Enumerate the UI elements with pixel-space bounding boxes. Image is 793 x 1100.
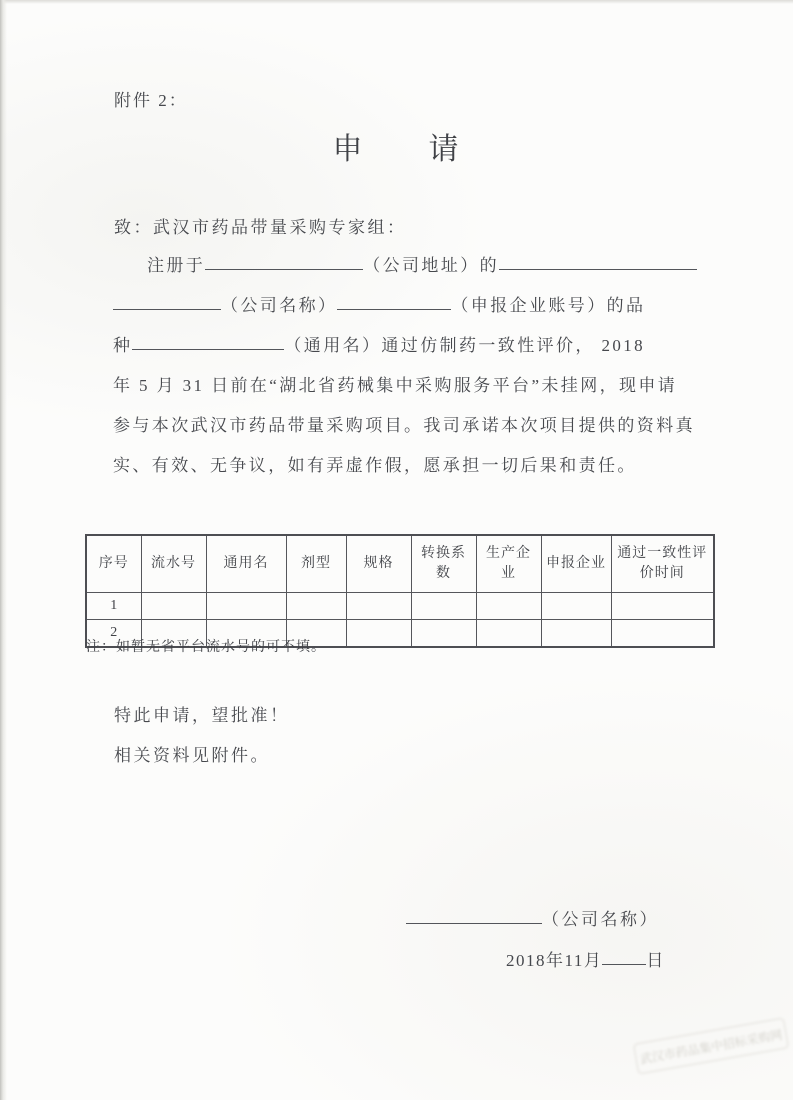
paragraph-line-6: 实、有效、无争议，如有弄虚作假，愿承担一切后果和责任。 <box>113 456 637 475</box>
closing-attachments-line: 相关资料见附件。 <box>114 746 270 765</box>
paragraph-line-5: 参与本次武汉市药品带量采购项目。我司承诺本次项目提供的资料真 <box>113 416 695 435</box>
document-title: 申 请 <box>332 133 461 166</box>
col-header-generic-name: 通用名 <box>206 535 286 593</box>
empty-cell <box>286 593 346 620</box>
empty-cell <box>541 620 611 648</box>
paragraph-line-1 <box>113 246 705 286</box>
salutation-line: 致：武汉市药品带量采购专家组： <box>114 218 407 237</box>
col-header-dosage-form: 剂型 <box>286 535 346 593</box>
col-header-specification: 规格 <box>346 535 411 593</box>
blank-generic-name <box>132 347 284 350</box>
paragraph-line-4: 年 5 月 31 日前在“湖北省药械集中采购服务平台”未挂网，现申请 <box>113 376 678 395</box>
blank-company-name-end <box>113 307 221 310</box>
empty-cell <box>411 593 476 620</box>
col-header-declaring-enterprise: 申报企业 <box>541 535 611 593</box>
empty-cell <box>476 620 541 648</box>
signature-company-label: （公司名称） <box>542 910 659 929</box>
blank-signature-company <box>406 921 542 924</box>
empty-cell <box>346 620 411 648</box>
table-header-row <box>86 535 714 593</box>
empty-cell <box>411 620 476 648</box>
text-account-label: （申报企业账号）的品 <box>451 296 646 315</box>
date-suffix: 日 <box>646 951 665 970</box>
paragraph-line-3 <box>113 326 705 366</box>
row-number-cell: 1 <box>86 593 141 620</box>
col-header-manufacturer: 生产企业 <box>476 535 541 593</box>
blank-date-day <box>602 962 646 965</box>
col-header-conversion-factor: 转换系数 <box>411 535 476 593</box>
empty-cell <box>611 620 714 648</box>
date-block <box>506 946 665 971</box>
blank-company-name-start <box>499 267 697 270</box>
paragraph-line-2 <box>113 286 705 326</box>
text-company-address-label: （公司地址）的 <box>363 256 500 275</box>
empty-cell <box>346 593 411 620</box>
text-variety: 种 <box>113 336 133 355</box>
row-number-cell: 2 <box>86 620 141 648</box>
date-prefix: 2018年11月 <box>506 951 603 970</box>
empty-cell <box>541 593 611 620</box>
col-header-serial-no: 序号 <box>86 535 141 593</box>
empty-cell <box>476 593 541 620</box>
text-company-name-label: （公司名称） <box>221 296 338 315</box>
empty-cell <box>206 593 286 620</box>
text-registered-at: 注册于 <box>147 256 206 275</box>
empty-cell <box>611 593 714 620</box>
col-header-flow-no: 流水号 <box>141 535 206 593</box>
product-declaration-table <box>85 534 715 648</box>
closing-request-line: 特此申请，望批准！ <box>114 706 290 725</box>
watermark-stamp: 武汉市药品集中招标采购网 <box>632 1017 789 1075</box>
blank-company-address <box>205 267 363 270</box>
table-footnote: 注：如暂无省平台流水号的可不填。 <box>86 640 326 655</box>
attachment-label: 附件 2： <box>114 91 188 110</box>
text-generic-name-label: （通用名）通过仿制药一致性评价， 2018 <box>284 336 646 355</box>
body-paragraph <box>113 246 705 486</box>
empty-cell <box>141 593 206 620</box>
table-row <box>86 593 714 620</box>
signature-block <box>406 905 659 930</box>
col-header-consistency-eval-time: 通过一致性评价时间 <box>611 535 714 593</box>
blank-enterprise-account <box>337 307 451 310</box>
